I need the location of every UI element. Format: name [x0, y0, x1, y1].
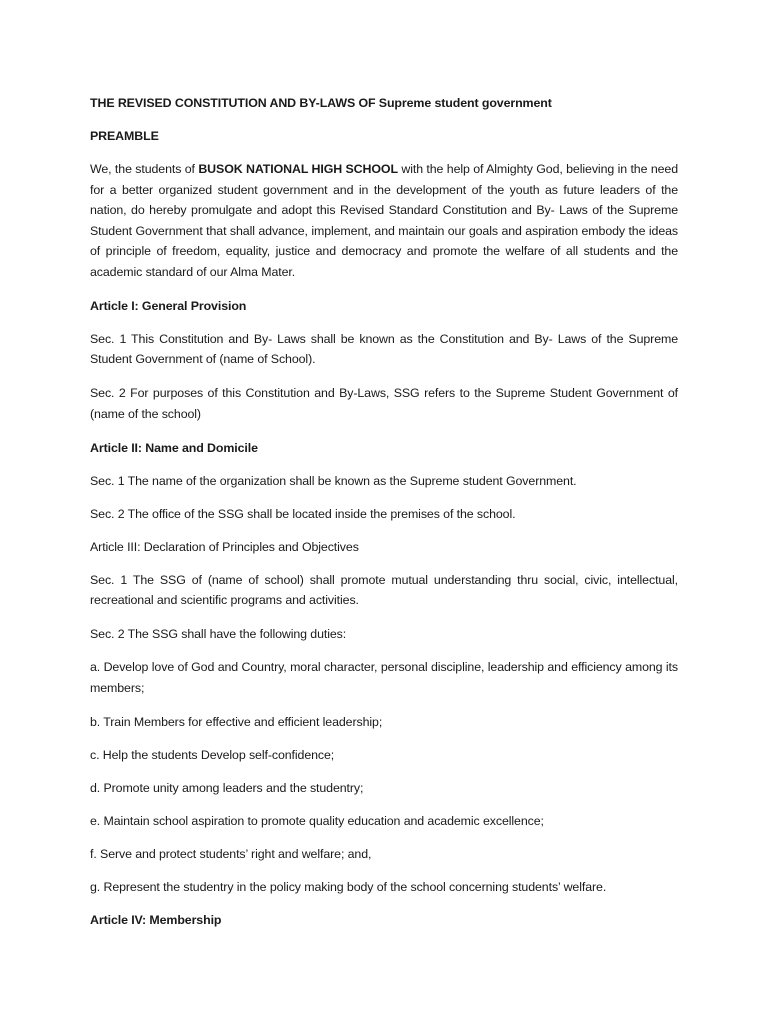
- article-2-sec-1: Sec. 1 The name of the organization shall be known as the Supreme student Government.: [90, 473, 577, 488]
- article-2-sec-2: Sec. 2 The office of the SSG shall be located inside the premises of the school.: [90, 506, 516, 521]
- school-name: BUSOK NATIONAL HIGH SCHOOL: [198, 162, 398, 176]
- preamble-text-1: We, the students of: [90, 162, 199, 176]
- article-1-heading: Article I: General Provision: [90, 298, 247, 313]
- duty-d: d. Promote unity among leaders and the studentry;: [90, 780, 364, 795]
- article-2-heading: Article II: Name and Domicile: [90, 440, 258, 455]
- duty-a: a. Develop love of God and Country, moral character, personal discipline, leadership and efficiency among its members;: [90, 660, 678, 695]
- duty-e: e. Maintain school aspiration to promote quality education and academic excellence;: [90, 813, 544, 828]
- preamble-text-2: with the help of Almighty God, believing in the need for a better organized student government and in the development of the youth as future leaders of the nation, do hereby promulgate and adopt this Revised Standard Constitution and By- Laws of the Supreme Student Government that shall advance, implement, and maintain our goals and aspiration embody the ideas of principle of freedom, equality, justice and democracy and promote the welfare of all students and the academic standard of our Alma Mater.: [90, 162, 678, 279]
- title-plain: Supreme student government: [375, 96, 552, 110]
- article-3-heading: Article III: Declaration of Principles and Objectives: [90, 539, 359, 554]
- duty-c: c. Help the students Develop self-confidence;: [90, 747, 335, 762]
- article-1-sec-1: Sec. 1 This Constitution and By- Laws shall be known as the Constitution and By- Laws of the Supreme Student Government of (name of School).: [90, 331, 678, 366]
- article-1-sec-2: Sec. 2 For purposes of this Constitution and By-Laws, SSG refers to the Supreme Student Government of (name of the school): [90, 386, 678, 421]
- article-4-heading: Article IV: Membership: [90, 912, 222, 927]
- title-bold: THE REVISED CONSTITUTION AND BY-LAWS OF: [90, 96, 376, 110]
- duty-g: g. Represent the studentry in the policy making body of the school concerning students’ welfare.: [90, 879, 607, 894]
- article-3-sec-2: Sec. 2 The SSG shall have the following duties:: [90, 627, 347, 641]
- duty-b: b. Train Members for effective and efficient leadership;: [90, 714, 383, 729]
- preamble-heading: PREAMBLE: [90, 129, 159, 143]
- preamble-paragraph: [90, 159, 678, 282]
- document-title: [90, 93, 678, 114]
- duty-f: f. Serve and protect students’ right and welfare; and,: [90, 846, 372, 861]
- article-3-sec-1: Sec. 1 The SSG of (name of school) shall promote mutual understanding thru social, civic, intellectual, recreational and scientific programs and activities.: [90, 572, 678, 607]
